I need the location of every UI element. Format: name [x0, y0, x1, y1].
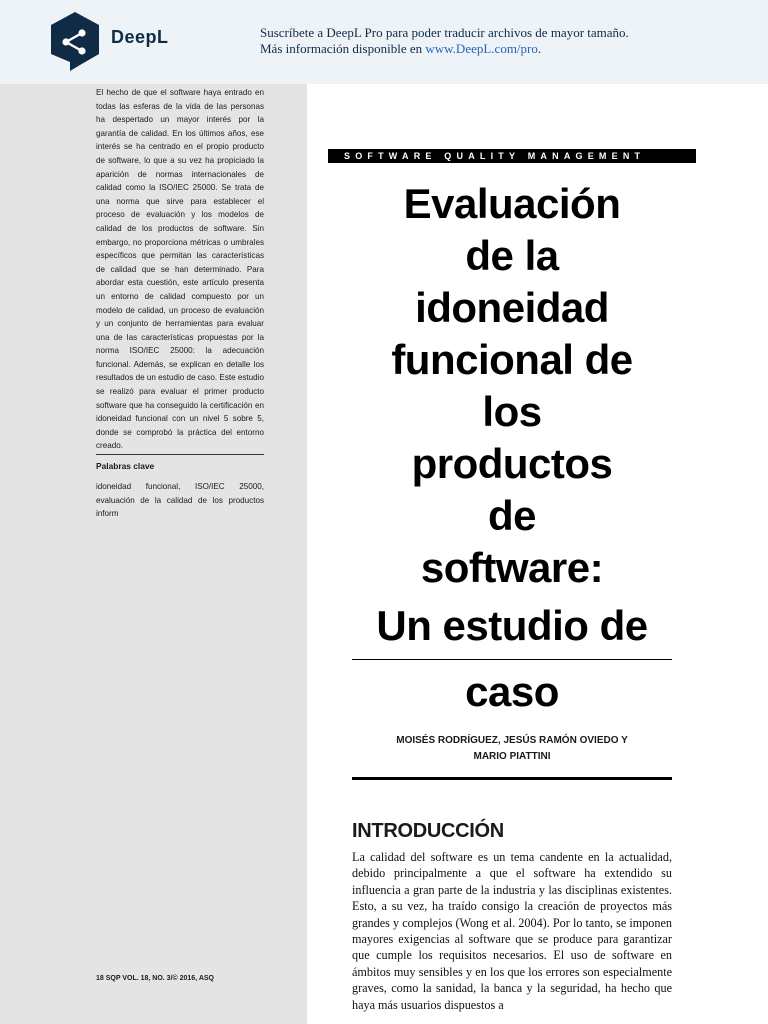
authors-divider: [352, 777, 672, 780]
authors: [352, 733, 672, 765]
intro-body: La calidad del software es un tema candente en la actualidad, debido principalmente a que el software ha extendido su influencia a gran parte de la industria y las disciplinas existentes. Esto, a su vez, ha traído consigo la creación de proyectos más grandes y complejos (Wong et al. 2004). Por lo tanto, se imponen mayores exigencias al software que se produce para garantizar que cumple los requisitos necesarios. El uso de software en ámbitos muy sensibles y en los que los errores son especialmente graves, como la sanidad, la banca y la seguridad, ha hecho que haya más usuarios dispuestos a: [352, 850, 672, 1012]
subtitle-divider: [352, 659, 672, 660]
title-line: de: [487, 492, 536, 539]
subtitle-line: caso: [465, 668, 559, 715]
article-title: [352, 178, 672, 718]
intro-heading: INTRODUCCIÓN: [352, 820, 504, 842]
upgrade-message-line1: Suscríbete a DeepL Pro para poder traducir archivos de mayor tamaño.: [260, 25, 629, 40]
title-line: Evaluación: [403, 180, 621, 227]
title-line: idoneidad: [415, 284, 609, 331]
title-line: los: [482, 388, 542, 435]
deepl-pro-link[interactable]: www.DeepL.com/pro: [425, 41, 538, 56]
deepl-logo-icon[interactable]: [48, 10, 102, 72]
title-line: de la: [465, 232, 559, 279]
logo-wordmark: DeepL: [111, 27, 169, 47]
subtitle-line: Un estudio de: [376, 602, 648, 649]
title-line: productos: [411, 440, 613, 487]
authors-line: MOISÉS RODRÍGUEZ, JESÚS RAMÓN OVIEDO Y: [396, 735, 628, 746]
title-line: software:: [420, 544, 604, 591]
keywords-divider: [96, 454, 264, 455]
message-suffix: .: [537, 41, 542, 56]
upgrade-message-line2: [260, 41, 629, 57]
keywords-text: idoneidad funcional, ISO/IEC 25000, evaluación de la calidad de los productos inform: [96, 482, 264, 519]
deepl-banner: [0, 0, 768, 84]
abstract-text: El hecho de que el software haya entrado en todas las esferas de la vida de las personas ha despertado un mayor interés por la garantía de calidad. En los últimos años, ese interés se ha centrado en el propio producto de software, lo que a su vez ha propiciado la aparición de normas internacionales de calidad como la ISO/IEC 25000. Se trata de una norma que sirve para establecer el proceso de evaluación y los modelos de calidad de los productos de software. Sin embargo, no proporciona métricas o umbrales específicos que permitan las características de calidad que se han determinado. Para abordar esta cuestión, este artículo presenta un entorno de calidad compuesto por un modelo de calidad, un proceso de evaluación y un conjunto de herramientas para evaluar una de las características propuestas por la norma ISO/IEC 25000: la adecuación funcional. Además, se explican en detalle los resultados de un estudio de caso. Este estudio se realizó para evaluar el primer producto software que ha conseguido la certificación en idoneidad funcional con un nivel 5 sobre 5, donde se comprobó la práctica del entorno creado.: [96, 88, 264, 451]
title-line: funcional de: [391, 336, 633, 383]
page-footer: 18 SQP VOL. 18, NO. 3/© 2016, ASQ: [96, 975, 214, 982]
authors-line: MARIO PIATTINI: [473, 751, 551, 762]
section-label: SOFTWARE QUALITY MANAGEMENT: [328, 149, 696, 163]
message-prefix: Más información disponible en: [260, 41, 426, 56]
keywords-title: Palabras clave: [96, 461, 155, 471]
upgrade-message: [260, 25, 629, 57]
